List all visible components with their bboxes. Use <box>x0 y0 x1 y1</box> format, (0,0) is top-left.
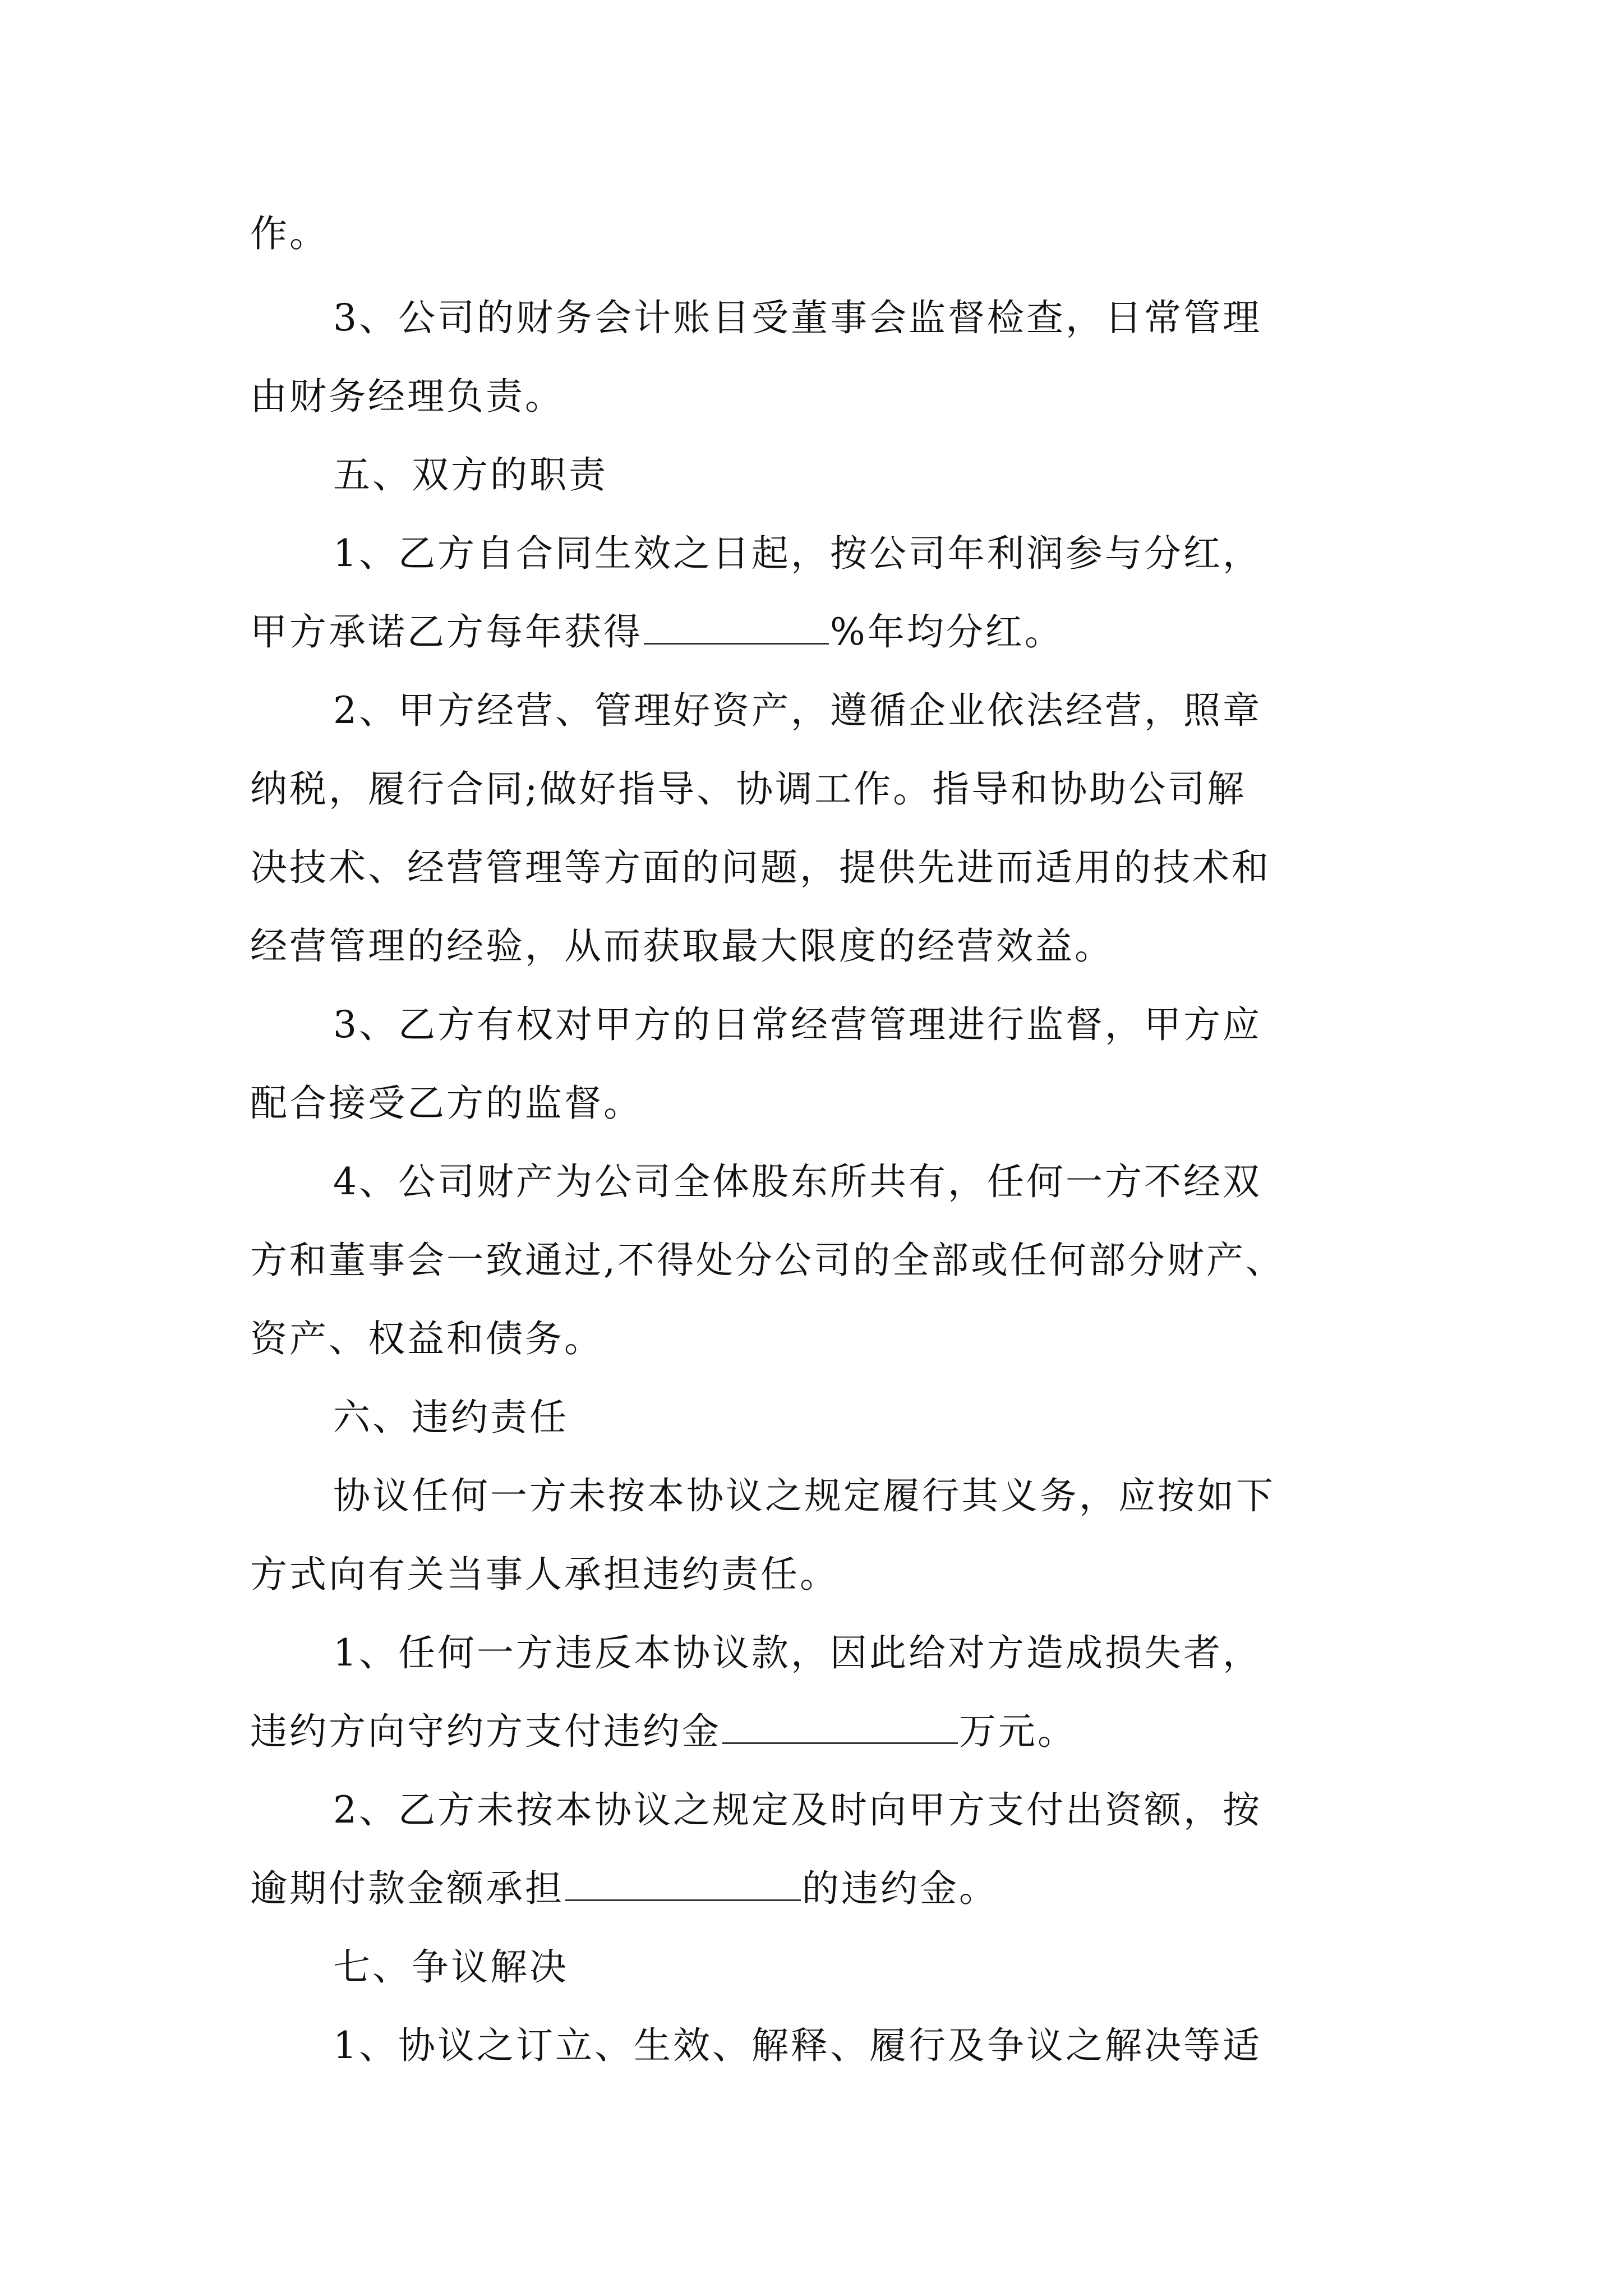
clause-6-2-line-2-before: 逾期付款金额承担 <box>250 1867 564 1910</box>
section-heading-7: 七、争议解决 <box>333 1945 569 1989</box>
clause-5-2-line-1: 2、甲方经营、管理好资产，遵循企业依法经营，照章 <box>333 689 1262 732</box>
text-line-1: 作。 <box>250 212 329 255</box>
clause-5-2-line-3: 决技术、经营管理等方面的问题，提供先进而适用的技术和 <box>250 846 1271 889</box>
clause-6-1-line-2-after: 万元。 <box>959 1710 1077 1753</box>
clause-5-4-line-1: 4、公司财产为公司全体股东所共有，任何一方不经双 <box>333 1160 1262 1203</box>
clause-7-1-line-1: 1、协议之订立、生效、解释、履行及争议之解决等适 <box>333 2024 1262 2067</box>
clause-6-2-line-2 <box>250 1864 998 1914</box>
clause-5-1-line-1: 1、乙方自合同生效之日起，按公司年利润参与分红， <box>333 532 1262 575</box>
clause-6-1-line-1: 1、任何一方违反本协议款，因此给对方造成损失者， <box>333 1631 1262 1674</box>
section-heading-6: 六、违约责任 <box>333 1396 569 1439</box>
section-6-intro-line-2: 方式向有关当事人承担违约责任。 <box>250 1553 839 1596</box>
clause-5-1-line-2-before: 甲方承诺乙方每年获得 <box>250 610 643 654</box>
clause-5-2-line-4: 经营管理的经验，从而获取最大限度的经营效益。 <box>250 924 1114 968</box>
clause-5-4-line-3: 资产、权益和债务。 <box>250 1317 603 1360</box>
clause-5-1-line-2-after: %年均分红。 <box>830 610 1064 654</box>
clause-4-3-line-2: 由财务经理负责。 <box>250 375 564 418</box>
clause-5-4-line-2: 方和董事会一致通过,不得处分公司的全部或任何部分财产、 <box>250 1239 1285 1282</box>
clause-5-3-line-2: 配合接受乙方的监督。 <box>250 1082 643 1125</box>
clause-6-1-line-2-before: 违约方向守约方支付违约金 <box>250 1710 721 1753</box>
clause-5-1-line-2 <box>250 607 1064 657</box>
clause-5-3-line-1: 3、乙方有权对甲方的日常经营管理进行监督，甲方应 <box>333 1003 1262 1046</box>
section-heading-5: 五、双方的职责 <box>333 453 608 496</box>
clause-4-3-line-1: 3、公司的财务会计账目受董事会监督检查，日常管理 <box>333 296 1262 339</box>
penalty-amount-blank-field <box>722 1708 958 1744</box>
section-6-intro-line-1: 协议任何一方未按本协议之规定履行其义务，应按如下 <box>333 1474 1275 1517</box>
clause-6-1-line-2 <box>250 1706 1077 1757</box>
clause-6-2-line-1: 2、乙方未按本协议之规定及时向甲方支付出资额，按 <box>333 1788 1262 1832</box>
percent-blank-field <box>644 608 829 645</box>
clause-5-2-line-2: 纳税，履行合同;做好指导、协调工作。指导和协助公司解 <box>250 767 1247 811</box>
late-penalty-blank-field <box>565 1865 801 1901</box>
clause-6-2-line-2-after: 的违约金。 <box>802 1867 998 1910</box>
